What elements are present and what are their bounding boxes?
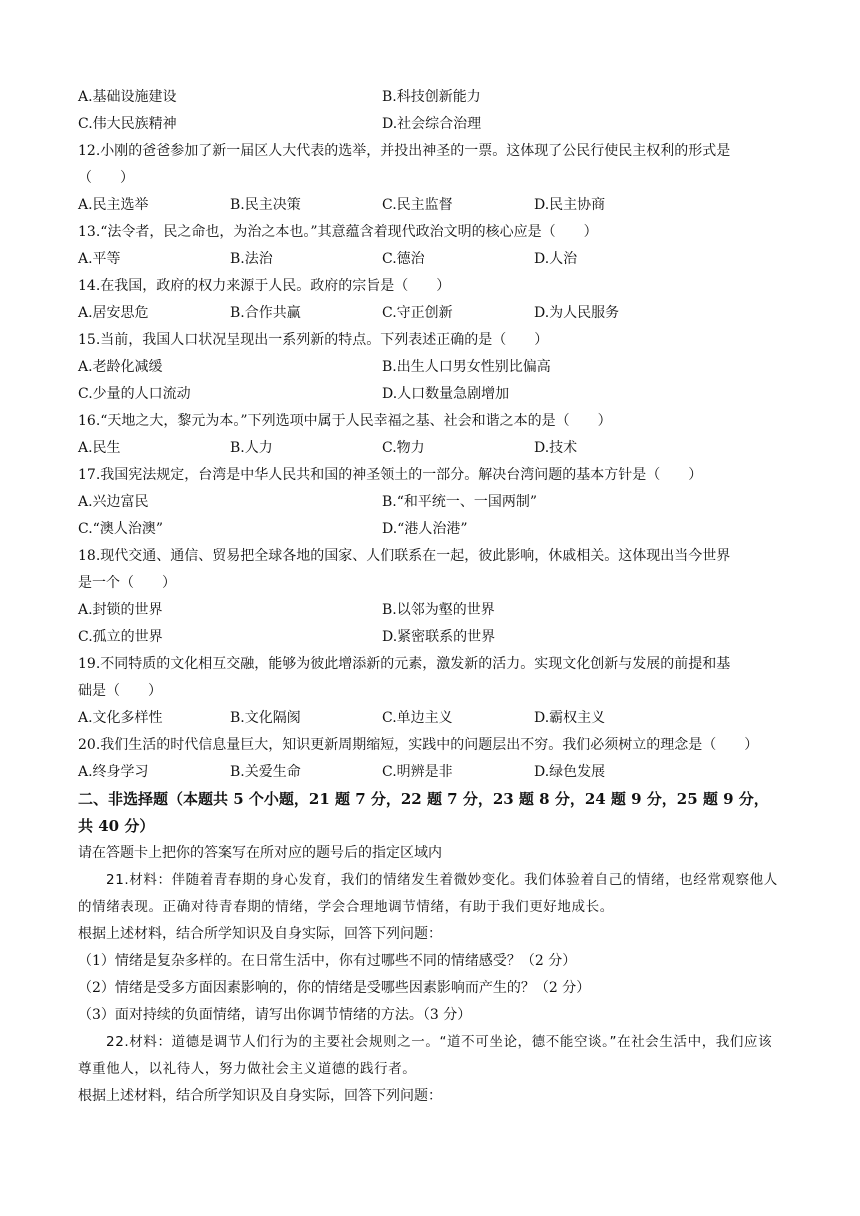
q18-option-c: C.孤立的世界 — [78, 629, 163, 645]
q22-material: 22.材料：道德是调节人们行为的主要社会规则之一。“道不可坐论，德不能空谈。”在社会生活中，我们应该尊重他人，以礼待人，努力做社会主义道德的践行者。 — [78, 1034, 773, 1077]
q15-option-d: D.人口数量急剧增加 — [382, 386, 510, 402]
q13-stem: 13.“法令者，民之命也，为治之本也。”其意蕴含着现代政治文明的核心应是（ ） — [78, 224, 598, 240]
q17-stem: 17.我国宪法规定，台湾是中华人民共和国的神圣领土的一部分。解决台湾问题的基本方针是（ ） — [78, 467, 703, 483]
q19-stem-line1: 19.不同特质的文化相互交融，能够为彼此增添新的元素，激发新的活力。实现文化创新与发展的前提和基 — [78, 656, 731, 672]
q18-option-a: A.封锁的世界 — [78, 602, 163, 618]
q15-option-a: A.老龄化减缓 — [78, 359, 163, 375]
q11-option-d: D.社会综合治理 — [382, 116, 482, 132]
q19-option-d: D.霸权主义 — [534, 710, 606, 726]
q19-stem-line2: 础是（ ） — [78, 683, 162, 699]
q21-sub2: （2）情绪是受多方面因素影响的，你的情绪是受哪些因素影响而产生的？（2 分） — [78, 980, 591, 996]
q18-option-d: D.紧密联系的世界 — [382, 629, 496, 645]
q12-option-c: C.民主监督 — [382, 197, 453, 213]
q18-options-row1 — [78, 597, 780, 624]
q15-stem: 15.当前，我国人口状况呈现出一系列新的特点。下列表述正确的是（ ） — [78, 332, 549, 348]
section2-title: 二、非选择题（本题共 5 个小题，21 题 7 分，22 题 7 分，23 题 8 分，24 题 9 分，25 题 9 分，共 40 分） — [78, 790, 769, 835]
q21-sub1: （1）情绪是复杂多样的。在日常生活中，你有过哪些不同的情绪感受？（2 分） — [78, 953, 577, 969]
q11-options-row1 — [78, 84, 780, 111]
q17-option-d: D.“港人治港” — [382, 521, 468, 537]
q19-option-c: C.单边主义 — [382, 710, 453, 726]
q15-option-b: B.出生人口男女性别比偏高 — [382, 359, 551, 375]
q16-option-a: A.民生 — [78, 440, 121, 456]
q16-option-d: D.技术 — [534, 440, 578, 456]
q11-options-row2 — [78, 111, 780, 138]
q13-options — [78, 246, 780, 273]
q20-option-b: B.关爱生命 — [230, 764, 301, 780]
q21-sub3: （3）面对持续的负面情绪，请写出你调节情绪的方法。（3 分） — [78, 1007, 472, 1023]
q12-stem: 12.小刚的爸爸参加了新一届区人大代表的选举，并投出神圣的一票。这体现了公民行使民主权利的形式是 — [78, 143, 731, 159]
q14-stem: 14.在我国，政府的权力来源于人民。政府的宗旨是（ ） — [78, 278, 451, 294]
q20-option-a: A.终身学习 — [78, 764, 149, 780]
q13-option-c: C.德治 — [382, 251, 425, 267]
q14-options — [78, 300, 780, 327]
q20-option-c: C.明辨是非 — [382, 764, 453, 780]
q16-stem: 16.“天地之大，黎元为本。”下列选项中属于人民幸福之基、社会和谐之本的是（ ） — [78, 413, 612, 429]
q15-option-c: C.少量的人口流动 — [78, 386, 191, 402]
q12-option-b: B.民主决策 — [230, 197, 301, 213]
q11-option-a: A.基础设施建设 — [78, 89, 177, 105]
q20-options — [78, 759, 780, 786]
q11-option-b: B.科技创新能力 — [382, 89, 481, 105]
q17-option-a: A.兴边富民 — [78, 494, 149, 510]
q14-option-c: C.守正创新 — [382, 305, 453, 321]
q18-stem-line2: 是一个（ ） — [78, 575, 176, 591]
q14-option-a: A.居安思危 — [78, 305, 149, 321]
q19-option-b: B.文化隔阂 — [230, 710, 301, 726]
q20-option-d: D.绿色发展 — [534, 764, 606, 780]
q17-options-row1 — [78, 489, 780, 516]
q21-prompt: 根据上述材料，结合所学知识及自身实际，回答下列问题： — [78, 926, 442, 942]
q13-option-a: A.平等 — [78, 251, 121, 267]
q19-options — [78, 705, 780, 732]
q15-options-row1 — [78, 354, 780, 381]
q17-option-b: B.“和平统一、一国两制” — [382, 494, 538, 510]
q18-option-b: B.以邻为壑的世界 — [382, 602, 495, 618]
q11-option-c: C.伟大民族精神 — [78, 116, 177, 132]
q20-stem: 20.我们生活的时代信息量巨大，知识更新周期缩短，实践中的问题层出不穷。我们必须树立的理念是（ ） — [78, 737, 759, 753]
q12-paren: （ ） — [78, 170, 134, 186]
q16-option-c: C.物力 — [382, 440, 425, 456]
q21-material: 21.材料：伴随着青春期的身心发育，我们的情绪发生着微妙变化。我们体验着自己的情绪，也经常观察他人的情绪表现。正确对待青春期的情绪，学会合理地调节情绪，有助于我们更好地成长。 — [78, 872, 778, 915]
q12-options — [78, 192, 780, 219]
q12-option-d: D.民主协商 — [534, 197, 606, 213]
q12-option-a: A.民主选举 — [78, 197, 149, 213]
q16-option-b: B.人力 — [230, 440, 273, 456]
q14-option-d: D.为人民服务 — [534, 305, 620, 321]
q13-option-d: D.人治 — [534, 251, 578, 267]
q15-options-row2 — [78, 381, 780, 408]
q17-option-c: C.“澳人治澳” — [78, 521, 163, 537]
q13-option-b: B.法治 — [230, 251, 273, 267]
q18-stem-line1: 18.现代交通、通信、贸易把全球各地的国家、人们联系在一起，彼此影响，休戚相关。这体现出当今世界 — [78, 548, 731, 564]
q19-option-a: A.文化多样性 — [78, 710, 163, 726]
exam-page — [78, 84, 780, 1110]
q14-option-b: B.合作共赢 — [230, 305, 301, 321]
q18-options-row2 — [78, 624, 780, 651]
section2-instruction: 请在答题卡上把你的答案写在所对应的题号后的指定区域内 — [78, 845, 442, 861]
q22-prompt: 根据上述材料，结合所学知识及自身实际，回答下列问题： — [78, 1088, 442, 1104]
q17-options-row2 — [78, 516, 780, 543]
q16-options — [78, 435, 780, 462]
